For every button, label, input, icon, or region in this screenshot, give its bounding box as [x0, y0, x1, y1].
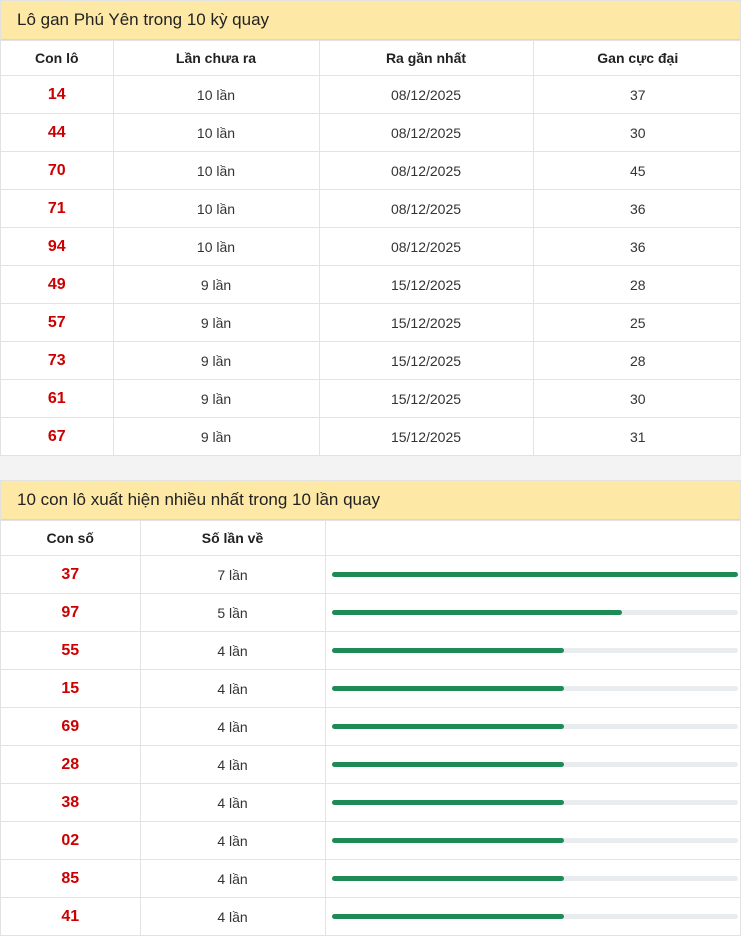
gan-cuc-dai-cell: 30 — [533, 114, 741, 152]
so-lan-ve-cell: 4 lần — [140, 860, 325, 898]
progress-bar-track — [332, 838, 739, 843]
gan-cuc-dai-cell: 45 — [533, 152, 741, 190]
bar-cell — [325, 860, 741, 898]
table-row — [1, 76, 741, 114]
con-so-cell: 38 — [1, 784, 140, 822]
bar-cell — [325, 594, 741, 632]
table-row — [1, 114, 741, 152]
lan-chua-ra-cell: 9 lần — [113, 304, 319, 342]
so-lan-ve-cell: 4 lần — [140, 670, 325, 708]
ra-gan-nhat-cell: 15/12/2025 — [319, 266, 533, 304]
ra-gan-nhat-cell: 15/12/2025 — [319, 380, 533, 418]
lan-chua-ra-cell: 9 lần — [113, 342, 319, 380]
table-row — [1, 784, 741, 822]
table-row — [1, 746, 741, 784]
con-lo-cell: 71 — [1, 190, 113, 228]
ra-gan-nhat-cell: 08/12/2025 — [319, 190, 533, 228]
frequency-title: 10 con lô xuất hiện nhiều nhất trong 10 lần quay — [1, 481, 740, 520]
con-lo-cell: 49 — [1, 266, 113, 304]
table-row — [1, 380, 741, 418]
header-bar — [325, 521, 741, 556]
progress-bar-fill — [332, 838, 564, 843]
lan-chua-ra-cell: 10 lần — [113, 76, 319, 114]
gan-cuc-dai-cell: 36 — [533, 190, 741, 228]
bar-cell — [325, 708, 741, 746]
ra-gan-nhat-cell: 08/12/2025 — [319, 152, 533, 190]
so-lan-ve-cell: 4 lần — [140, 784, 325, 822]
frequency-panel — [0, 480, 741, 936]
gan-cuc-dai-cell: 28 — [533, 342, 741, 380]
lan-chua-ra-cell: 9 lần — [113, 418, 319, 456]
progress-bar-fill — [332, 572, 739, 577]
con-lo-cell: 70 — [1, 152, 113, 190]
gan-cuc-dai-cell: 28 — [533, 266, 741, 304]
gan-cuc-dai-cell: 31 — [533, 418, 741, 456]
so-lan-ve-cell: 4 lần — [140, 746, 325, 784]
con-lo-cell: 57 — [1, 304, 113, 342]
table-row — [1, 860, 741, 898]
table-row — [1, 822, 741, 860]
progress-bar-fill — [332, 610, 622, 615]
header-so-lan-ve: Số lần về — [140, 521, 325, 556]
ra-gan-nhat-cell: 08/12/2025 — [319, 76, 533, 114]
lan-chua-ra-cell: 10 lần — [113, 152, 319, 190]
progress-bar-fill — [332, 648, 564, 653]
progress-bar-track — [332, 572, 739, 577]
table-row — [1, 152, 741, 190]
so-lan-ve-cell: 4 lần — [140, 708, 325, 746]
gan-cuc-dai-cell: 37 — [533, 76, 741, 114]
ra-gan-nhat-cell: 15/12/2025 — [319, 418, 533, 456]
header-con-so: Con số — [1, 521, 140, 556]
table-row — [1, 266, 741, 304]
table-row — [1, 632, 741, 670]
con-lo-cell: 67 — [1, 418, 113, 456]
bar-cell — [325, 784, 741, 822]
so-lan-ve-cell: 4 lần — [140, 898, 325, 936]
table-row — [1, 670, 741, 708]
lan-chua-ra-cell: 9 lần — [113, 266, 319, 304]
so-lan-ve-cell: 7 lần — [140, 556, 325, 594]
table-row — [1, 556, 741, 594]
progress-bar-track — [332, 724, 739, 729]
bar-cell — [325, 822, 741, 860]
gan-cuc-dai-cell: 36 — [533, 228, 741, 266]
lan-chua-ra-cell: 10 lần — [113, 228, 319, 266]
con-lo-cell: 94 — [1, 228, 113, 266]
ra-gan-nhat-cell: 15/12/2025 — [319, 342, 533, 380]
table-row — [1, 304, 741, 342]
progress-bar-fill — [332, 876, 564, 881]
frequency-header-row — [1, 521, 741, 556]
gan-cuc-dai-cell: 30 — [533, 380, 741, 418]
header-gan-cuc-dai: Gan cực đại — [533, 41, 741, 76]
table-row — [1, 594, 741, 632]
gan-cuc-dai-cell: 25 — [533, 304, 741, 342]
so-lan-ve-cell: 4 lần — [140, 822, 325, 860]
bar-cell — [325, 898, 741, 936]
con-so-cell: 15 — [1, 670, 140, 708]
progress-bar-track — [332, 914, 739, 919]
table-row — [1, 898, 741, 936]
progress-bar-track — [332, 762, 739, 767]
lo-gan-table — [1, 40, 741, 455]
con-so-cell: 28 — [1, 746, 140, 784]
bar-cell — [325, 670, 741, 708]
ra-gan-nhat-cell: 15/12/2025 — [319, 304, 533, 342]
table-row — [1, 708, 741, 746]
header-con-lo: Con lô — [1, 41, 113, 76]
con-so-cell: 85 — [1, 860, 140, 898]
con-lo-cell: 61 — [1, 380, 113, 418]
con-so-cell: 97 — [1, 594, 140, 632]
progress-bar-track — [332, 648, 739, 653]
header-lan-chua-ra: Lần chưa ra — [113, 41, 319, 76]
ra-gan-nhat-cell: 08/12/2025 — [319, 114, 533, 152]
bar-cell — [325, 556, 741, 594]
progress-bar-track — [332, 686, 739, 691]
lan-chua-ra-cell: 9 lần — [113, 380, 319, 418]
lan-chua-ra-cell: 10 lần — [113, 114, 319, 152]
progress-bar-track — [332, 876, 739, 881]
lo-gan-panel — [0, 0, 741, 456]
table-row — [1, 418, 741, 456]
con-so-cell: 37 — [1, 556, 140, 594]
progress-bar-track — [332, 800, 739, 805]
progress-bar-fill — [332, 914, 564, 919]
ra-gan-nhat-cell: 08/12/2025 — [319, 228, 533, 266]
con-lo-cell: 73 — [1, 342, 113, 380]
so-lan-ve-cell: 5 lần — [140, 594, 325, 632]
progress-bar-fill — [332, 762, 564, 767]
con-so-cell: 02 — [1, 822, 140, 860]
progress-bar-track — [332, 610, 739, 615]
bar-cell — [325, 746, 741, 784]
table-row — [1, 228, 741, 266]
table-row — [1, 342, 741, 380]
progress-bar-fill — [332, 686, 564, 691]
table-row — [1, 190, 741, 228]
con-so-cell: 69 — [1, 708, 140, 746]
frequency-table — [1, 520, 741, 935]
so-lan-ve-cell: 4 lần — [140, 632, 325, 670]
bar-cell — [325, 632, 741, 670]
progress-bar-fill — [332, 800, 564, 805]
progress-bar-fill — [332, 724, 564, 729]
con-so-cell: 55 — [1, 632, 140, 670]
lo-gan-title: Lô gan Phú Yên trong 10 kỳ quay — [1, 1, 740, 40]
con-so-cell: 41 — [1, 898, 140, 936]
con-lo-cell: 44 — [1, 114, 113, 152]
header-ra-gan-nhat: Ra gần nhất — [319, 41, 533, 76]
con-lo-cell: 14 — [1, 76, 113, 114]
lan-chua-ra-cell: 10 lần — [113, 190, 319, 228]
lo-gan-header-row — [1, 41, 741, 76]
